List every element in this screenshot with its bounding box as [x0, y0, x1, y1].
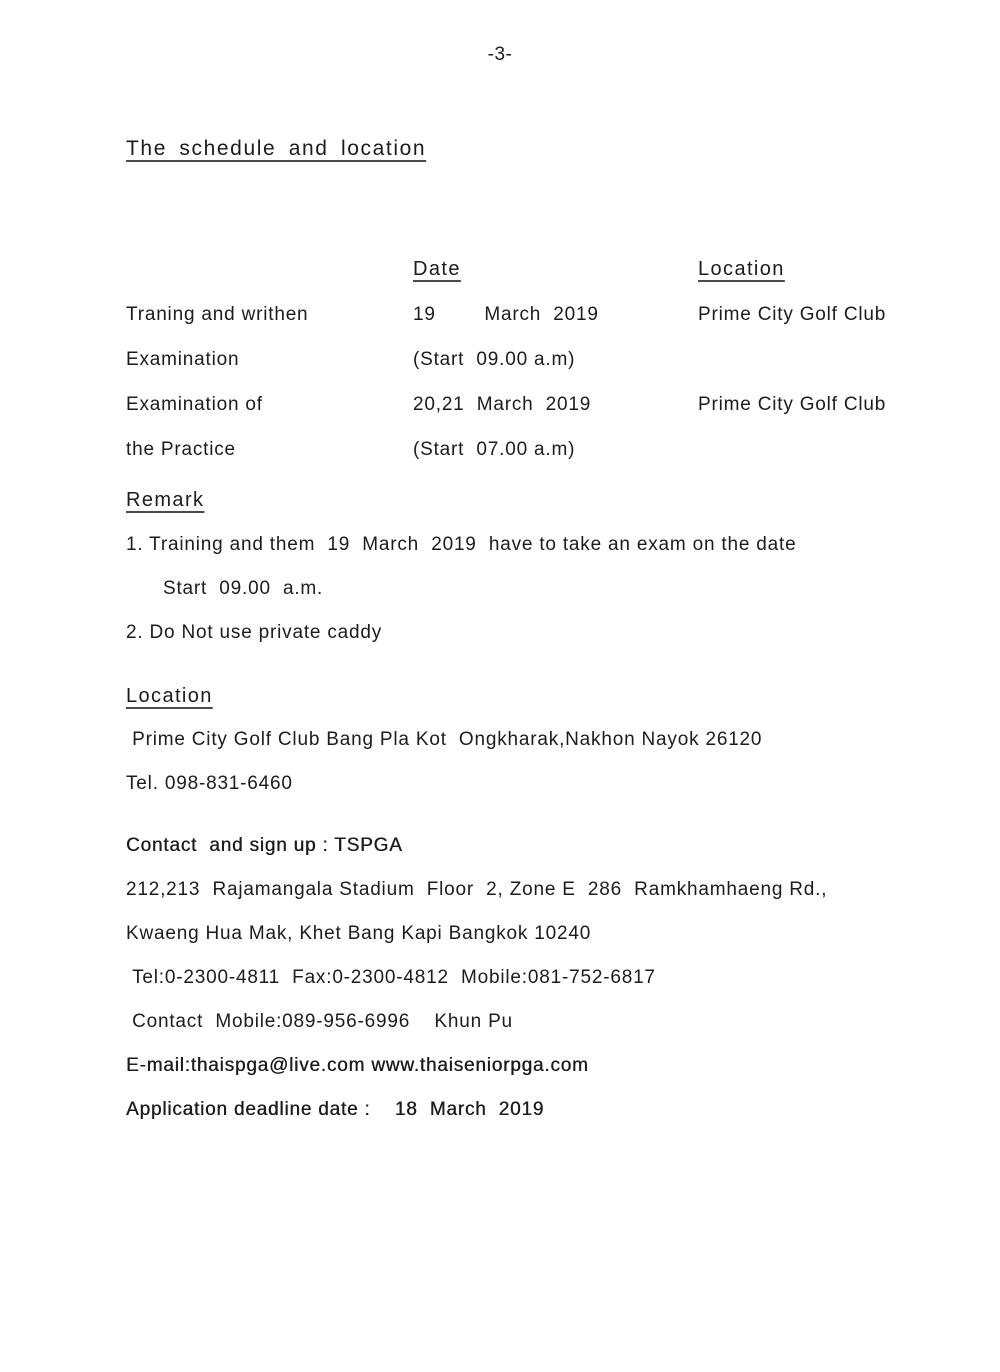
- contact-mobile: Contact Mobile:089-956-6996 Khun Pu: [126, 1011, 513, 1032]
- contact-address-line-1: 212,213 Rajamangala Stadium Floor 2, Zone E 286 Ramkhamhaeng Rd.,: [126, 879, 828, 900]
- application-deadline: Application deadline date : 18 March 2019: [126, 1099, 545, 1120]
- contact-section: [126, 824, 1000, 1132]
- table-header-date: Date: [413, 258, 461, 280]
- location-cell: Prime City Golf Club: [698, 304, 887, 325]
- remark-item-1-line-2: Start 09.00 a.m.: [163, 578, 324, 599]
- remark-item-2: 2. Do Not use private caddy: [126, 622, 383, 643]
- date-cell: (Start 09.00 a.m): [413, 349, 576, 370]
- activity-cell: Examination: [126, 349, 240, 370]
- date-cell: 20,21 March 2019: [413, 394, 592, 415]
- remark-list: [126, 523, 1000, 655]
- contact-heading: Contact and sign up : TSPGA: [126, 835, 403, 856]
- page-number: -3-: [487, 44, 513, 65]
- remark-heading: Remark: [126, 489, 205, 511]
- remark-item-1-line-1: 1. Training and them 19 March 2019 have to take an exam on the date: [126, 534, 797, 555]
- activity-cell: Traning and writhen: [126, 304, 309, 325]
- date-cell: 19 March 2019: [413, 304, 599, 325]
- location-address: Prime City Golf Club Bang Pla Kot Ongkharak,Nakhon Nayok 26120: [126, 729, 763, 750]
- date-cell: (Start 07.00 a.m): [413, 439, 576, 460]
- location-heading: Location: [126, 685, 213, 707]
- contact-email-website: E-mail:thaispga@live.com www.thaiseniorpga.com: [126, 1055, 589, 1076]
- contact-address-line-2: Kwaeng Hua Mak, Khet Bang Kapi Bangkok 10240: [126, 923, 592, 944]
- activity-cell: Examination of: [126, 394, 263, 415]
- location-details: [126, 718, 1000, 806]
- location-cell: Prime City Golf Club: [698, 394, 887, 415]
- location-cell: [698, 337, 1000, 382]
- schedule-table: [126, 247, 1000, 472]
- page-title: The schedule and location: [126, 137, 427, 160]
- location-tel: Tel. 098-831-6460: [126, 773, 293, 794]
- table-header-activity: [126, 247, 413, 292]
- table-header-location: Location: [698, 258, 785, 280]
- contact-phones: Tel:0-2300-4811 Fax:0-2300-4812 Mobile:081-752-6817: [126, 967, 656, 988]
- location-cell: [698, 427, 1000, 472]
- activity-cell: the Practice: [126, 439, 236, 460]
